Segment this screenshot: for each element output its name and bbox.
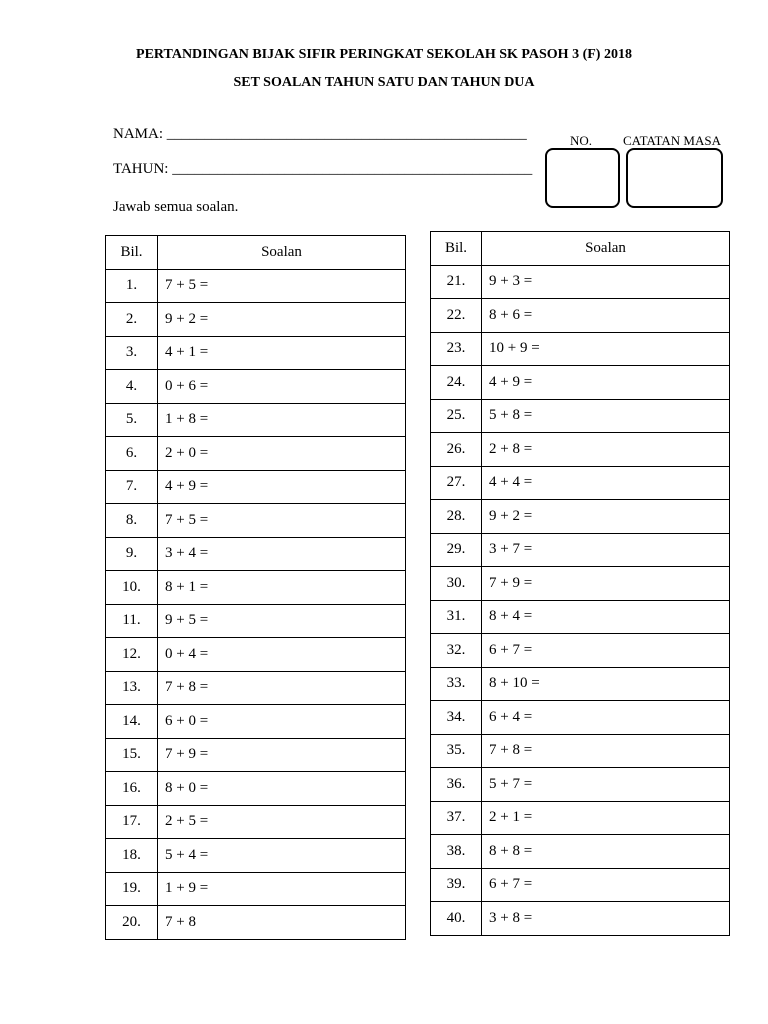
question-number: 11. — [106, 604, 158, 638]
table-row — [106, 303, 406, 337]
question-text[interactable]: 4 + 4 = — [482, 466, 730, 500]
table-row — [106, 705, 406, 739]
question-text[interactable]: 3 + 8 = — [482, 902, 730, 936]
question-number: 40. — [431, 902, 482, 936]
question-text[interactable]: 8 + 1 = — [158, 571, 406, 605]
question-number: 1. — [106, 269, 158, 303]
question-text[interactable]: 8 + 8 = — [482, 835, 730, 869]
question-number: 35. — [431, 734, 482, 768]
no-box[interactable] — [545, 148, 620, 208]
catatan-masa-box[interactable] — [626, 148, 723, 208]
question-number: 5. — [106, 403, 158, 437]
question-text[interactable]: 3 + 7 = — [482, 533, 730, 567]
table-row — [431, 500, 730, 534]
question-number: 23. — [431, 332, 482, 366]
question-text[interactable]: 6 + 0 = — [158, 705, 406, 739]
table-row — [431, 299, 730, 333]
question-text[interactable]: 6 + 7 = — [482, 868, 730, 902]
question-number: 19. — [106, 872, 158, 906]
nama-field[interactable]: NAMA: ________________________________________________ — [113, 126, 527, 142]
page-title: PERTANDINGAN BIJAK SIFIR PERINGKAT SEKOLAH SK PASOH 3 (F) 2018 — [136, 47, 632, 62]
question-text[interactable]: 8 + 10 = — [482, 667, 730, 701]
question-number: 17. — [106, 805, 158, 839]
question-text[interactable]: 5 + 8 = — [482, 399, 730, 433]
question-number: 28. — [431, 500, 482, 534]
question-text[interactable]: 2 + 1 = — [482, 801, 730, 835]
question-text[interactable]: 1 + 8 = — [158, 403, 406, 437]
question-text[interactable]: 10 + 9 = — [482, 332, 730, 366]
question-number: 4. — [106, 370, 158, 404]
table-row — [106, 571, 406, 605]
question-number: 39. — [431, 868, 482, 902]
question-number: 29. — [431, 533, 482, 567]
question-number: 21. — [431, 265, 482, 299]
question-text[interactable]: 8 + 0 = — [158, 772, 406, 806]
question-number: 36. — [431, 768, 482, 802]
no-label: NO. — [570, 133, 593, 148]
question-number: 24. — [431, 366, 482, 400]
instruction-text: Jawab semua soalan. — [113, 199, 239, 215]
question-number: 16. — [106, 772, 158, 806]
table-row — [431, 366, 730, 400]
question-number: 8. — [106, 504, 158, 538]
table-row — [106, 537, 406, 571]
table-row — [106, 906, 406, 940]
table-row — [431, 399, 730, 433]
question-text[interactable]: 6 + 7 = — [482, 634, 730, 668]
table-row — [106, 504, 406, 538]
table-row — [106, 336, 406, 370]
soalan-header: Soalan — [482, 232, 730, 266]
table-row — [106, 839, 406, 873]
table-row — [431, 466, 730, 500]
table-header-row — [106, 236, 406, 270]
table-row — [431, 265, 730, 299]
table-row — [431, 600, 730, 634]
table-row — [106, 772, 406, 806]
question-number: 9. — [106, 537, 158, 571]
table-row — [431, 533, 730, 567]
question-number: 15. — [106, 738, 158, 772]
table-row — [431, 701, 730, 735]
question-number: 2. — [106, 303, 158, 337]
question-number: 26. — [431, 433, 482, 467]
table-row — [106, 738, 406, 772]
question-number: 34. — [431, 701, 482, 735]
question-number: 7. — [106, 470, 158, 504]
question-text[interactable]: 9 + 5 = — [158, 604, 406, 638]
questions-table-left — [105, 235, 406, 940]
table-row — [431, 433, 730, 467]
question-text[interactable]: 6 + 4 = — [482, 701, 730, 735]
question-text[interactable]: 0 + 4 = — [158, 638, 406, 672]
table-row — [431, 332, 730, 366]
table-row — [106, 470, 406, 504]
question-number: 18. — [106, 839, 158, 873]
question-text[interactable]: 9 + 2 = — [158, 303, 406, 337]
question-text[interactable]: 2 + 5 = — [158, 805, 406, 839]
table-row — [431, 801, 730, 835]
question-text[interactable]: 7 + 8 = — [158, 671, 406, 705]
question-number: 37. — [431, 801, 482, 835]
bil-header: Bil. — [431, 232, 482, 266]
table-row — [431, 734, 730, 768]
table-row — [431, 768, 730, 802]
table-row — [106, 671, 406, 705]
soalan-header: Soalan — [158, 236, 406, 270]
question-number: 27. — [431, 466, 482, 500]
question-text[interactable]: 7 + 8 — [158, 906, 406, 940]
question-number: 14. — [106, 705, 158, 739]
catatan-masa-label: CATATAN MASA — [623, 133, 721, 148]
table-row — [106, 604, 406, 638]
table-header-row — [431, 232, 730, 266]
table-row — [431, 835, 730, 869]
question-number: 22. — [431, 299, 482, 333]
question-text[interactable]: 5 + 4 = — [158, 839, 406, 873]
question-number: 30. — [431, 567, 482, 601]
table-row — [431, 667, 730, 701]
table-row — [106, 370, 406, 404]
table-row — [431, 634, 730, 668]
question-number: 3. — [106, 336, 158, 370]
question-number: 13. — [106, 671, 158, 705]
question-text[interactable]: 4 + 9 = — [482, 366, 730, 400]
table-row — [106, 638, 406, 672]
question-number: 10. — [106, 571, 158, 605]
question-text[interactable]: 4 + 9 = — [158, 470, 406, 504]
table-row — [106, 872, 406, 906]
question-text[interactable]: 7 + 5 = — [158, 504, 406, 538]
bil-header: Bil. — [106, 236, 158, 270]
question-text[interactable]: 7 + 8 = — [482, 734, 730, 768]
question-text[interactable]: 7 + 5 = — [158, 269, 406, 303]
tahun-field[interactable]: TAHUN: ________________________________________________ — [113, 161, 533, 177]
question-number: 12. — [106, 638, 158, 672]
question-number: 25. — [431, 399, 482, 433]
question-text[interactable]: 1 + 9 = — [158, 872, 406, 906]
table-row — [106, 269, 406, 303]
question-text[interactable]: 7 + 9 = — [482, 567, 730, 601]
question-number: 32. — [431, 634, 482, 668]
question-text[interactable]: 7 + 9 = — [158, 738, 406, 772]
question-text[interactable]: 0 + 6 = — [158, 370, 406, 404]
question-text[interactable]: 8 + 4 = — [482, 600, 730, 634]
questions-table-right — [430, 231, 730, 936]
question-number: 31. — [431, 600, 482, 634]
table-row — [431, 902, 730, 936]
question-number: 20. — [106, 906, 158, 940]
question-text[interactable]: 4 + 1 = — [158, 336, 406, 370]
question-text[interactable]: 8 + 6 = — [482, 299, 730, 333]
question-number: 38. — [431, 835, 482, 869]
table-row — [106, 805, 406, 839]
table-row — [431, 567, 730, 601]
question-text[interactable]: 2 + 0 = — [158, 437, 406, 471]
question-number: 6. — [106, 437, 158, 471]
question-text[interactable]: 9 + 3 = — [482, 265, 730, 299]
question-text[interactable]: 3 + 4 = — [158, 537, 406, 571]
table-row — [431, 868, 730, 902]
question-text[interactable]: 5 + 7 = — [482, 768, 730, 802]
question-text[interactable]: 2 + 8 = — [482, 433, 730, 467]
table-row — [106, 403, 406, 437]
question-text[interactable]: 9 + 2 = — [482, 500, 730, 534]
table-row — [106, 437, 406, 471]
question-number: 33. — [431, 667, 482, 701]
page-subtitle: SET SOALAN TAHUN SATU DAN TAHUN DUA — [233, 75, 535, 90]
